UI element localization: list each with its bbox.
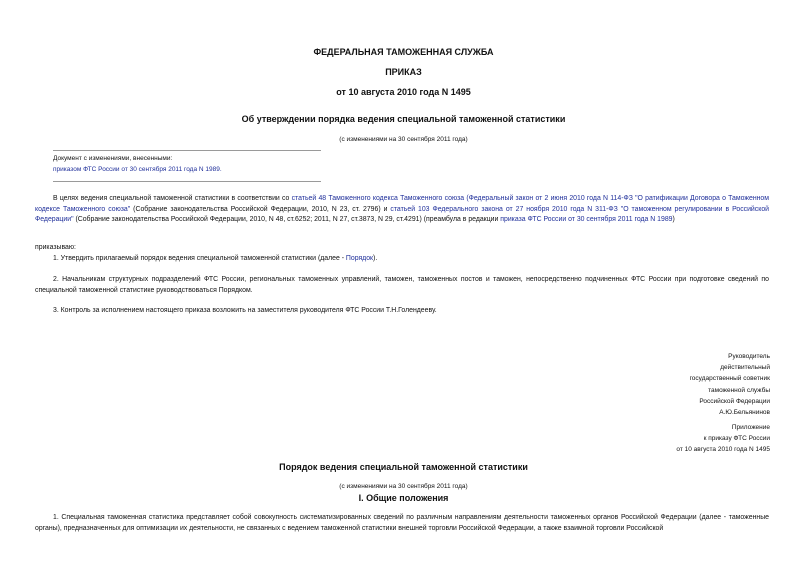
- doc-date-number: от 10 августа 2010 года N 1495: [336, 87, 471, 97]
- link-order-1989[interactable]: приказа ФТС России от 30 сентября 2011 года N 1989: [500, 216, 673, 224]
- preamble-text-1: В целях ведения специальной таможенной статистики в соответствии со: [53, 195, 292, 202]
- preamble-text-5: ): [672, 216, 675, 224]
- item-2: [35, 275, 769, 296]
- signature-line-5: Российской Федерации: [699, 397, 770, 405]
- link-federal-law-311[interactable]: статьей 103 Федерального закона от 27 ноября 2010 года N 311-ФЗ "О таможенном регулировании в Российской Федерации": [35, 205, 770, 224]
- changes-label: Документ с изменениями, внесенными:: [53, 155, 173, 162]
- signature-line-4: таможенной службы: [708, 386, 770, 394]
- changes-bottom-rule: [53, 181, 321, 182]
- preamble-text-3: (Собрание законодательства Российской Федерации, 2010, N 23, ст. 2796) и: [130, 205, 391, 213]
- changes-top-rule: [53, 150, 321, 151]
- signature-line-3: государственный советник: [689, 375, 770, 383]
- signature-line-6: А.Ю.Бельянинов: [719, 409, 770, 417]
- item-3: [35, 306, 769, 317]
- procedure-title: Порядок ведения специальной таможенной статистики: [279, 462, 528, 472]
- doc-type: ПРИКАЗ: [385, 67, 422, 77]
- signature-line-1: Руководитель: [728, 353, 770, 360]
- item-2-text: 2. Начальникам структурных подразделений ФТС России, региональных таможенных управлений, таможен, таможенных постов и таможен, непосредственно подчиненных ФТС России при подготовке сведений по специальной таможенной статистике руководствоваться Порядком.: [35, 276, 769, 294]
- item-1: [35, 254, 769, 265]
- link-customs-code-art48[interactable]: статьей 48 Таможенного кодекса Таможенного союза: [291, 195, 465, 202]
- item-3-text: 3. Контроль за исполнением настоящего приказа возложить на заместителя руководителя ФТС России Т.Н.Голендееву.: [53, 307, 437, 314]
- appendix-block: [676, 422, 770, 456]
- item-1-end: ).: [373, 255, 378, 262]
- procedure-paragraph-1-text: 1. Специальная таможенная статистика представляет собой совокупность систематизированных сведений по различным направлениям деятельности таможенных органов Российской Федерации (далее - таможенные органы), предназначенных для оптимизации их деятельности, не связанных с ведением таможенной статистики внешней торговли Российской Федерации, а также взаимной торговли Российской: [35, 514, 769, 532]
- changes-link[interactable]: приказом ФТС России от 30 сентября 2011 года N 1989.: [53, 166, 222, 173]
- amended-note: (с изменениями на 30 сентября 2011 года): [339, 136, 468, 143]
- preamble-paragraph: [35, 194, 769, 226]
- agency-name: ФЕДЕРАЛЬНАЯ ТАМОЖЕННАЯ СЛУЖБА: [313, 47, 494, 57]
- appendix-line-2: к приказу ФТС России: [703, 435, 770, 443]
- appendix-line-1: Приложение: [731, 424, 770, 431]
- appendix-line-3: от 10 августа 2010 года N 1495: [676, 446, 770, 454]
- doc-title: Об утверждении порядка ведения специальной таможенной статистики: [241, 114, 566, 124]
- link-procedure[interactable]: Порядок: [345, 255, 374, 262]
- section-heading: I. Общие положения: [358, 493, 449, 503]
- signature-block: [690, 351, 770, 418]
- preamble-text-4: (Собрание законодательства Российской Федерации, 2010, N 48, ст.6252; 2011, N 27, ст.3873, N 29, ст.4291) (преамбула в редакции: [73, 216, 501, 224]
- order-word: приказываю:: [35, 244, 76, 251]
- item-1-text: 1. Утвердить прилагаемый порядок ведения специальной таможенной статистики (далее -: [53, 255, 346, 262]
- procedure-paragraph-1: [35, 513, 769, 534]
- signature-line-2: действительный: [720, 364, 770, 372]
- link-federal-law-114[interactable]: (Федеральный закон от 2 июня 2010 года N 114-ФЗ "О ратификации Договора о Таможенном кодексе Таможенного союза": [35, 195, 770, 213]
- procedure-amended: (с изменениями на 30 сентября 2011 года): [339, 483, 468, 490]
